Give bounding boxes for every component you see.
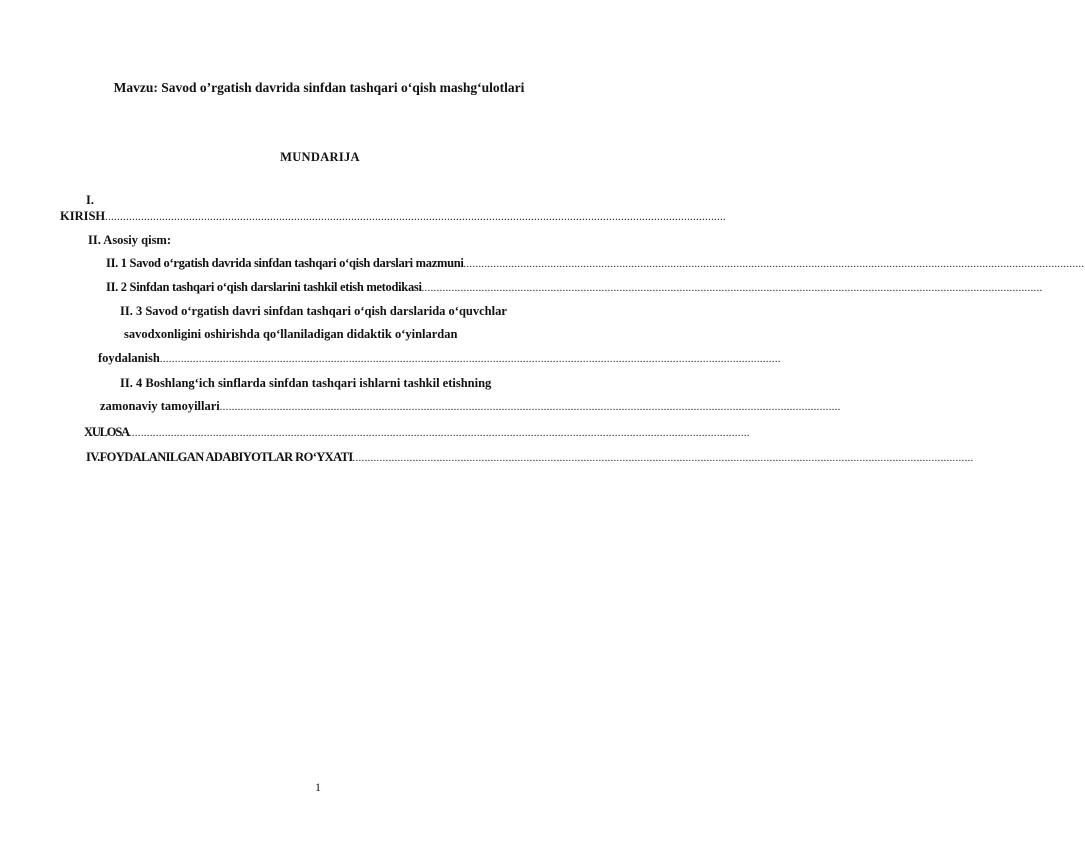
toc-leader: ............................................................................................................................................................................................................... [159,354,781,365]
toc-item-2-4-line1: II. 4 Boshlang‘ich sinflarda sinfdan tashqari ishlarni tashkil etishning [120,376,492,390]
document-title: Mavzu: Savod o’rgatish davrida sinfdan tashqari o‘qish mashg‘ulotlari [113,80,525,95]
toc-item-2-3-line3: foydalanish [98,351,160,365]
toc-entry-intro [60,209,727,224]
toc-entry-conclusion [84,425,750,440]
toc-entry-2-2 [106,280,1043,295]
toc-intro-number: I. [86,193,94,207]
toc-leader: ............................................................................................................................................................................................................... [421,283,1043,294]
contents-heading: MUNDARIJA [280,150,360,164]
toc-item-2-4-line2: zamonaviy tamoyillari [100,399,220,413]
toc-item-2-2-label: II. 2 Sinfdan tashqari o‘qish darslarini tashkil etish metodikasi [106,280,422,294]
toc-leader: ............................................................................................................................................................................................................... [219,402,841,413]
toc-entry-2-3 [98,351,781,366]
toc-leader: ............................................................................................................................................................................................................... [105,212,727,223]
toc-intro-label: KIRISH [60,209,106,223]
toc-leader: ............................................................................................................................................................................................................... [128,428,750,439]
page-number: 1 [315,780,321,794]
toc-entry-2-1 [106,256,1085,271]
toc-item-2-1-label: II. 1 Savod o‘rgatish davrida sinfdan tashqari o‘qish darslari mazmuni [106,256,464,270]
toc-main-part: II. Asosiy qism: [88,233,172,247]
toc-item-2-3-line1: II. 3 Savod o‘rgatish davri sinfdan tashqari o‘qish darslarida o‘quvchlar [120,304,507,318]
toc-item-2-3-line2: savodxonligini oshirishda qo‘llaniladigan didaktik o‘yinlardan [124,327,458,341]
toc-entry-references [86,450,974,465]
toc-leader: ............................................................................................................................................................................................................... [463,259,1085,270]
toc-entry-2-4 [100,399,841,414]
toc-leader: ............................................................................................................................................................................................................... [352,453,974,464]
toc-references-label: IV.FOYDALANILGAN ADABIYOTLAR RO‘YXATI [86,450,353,464]
toc-conclusion-label: XULOSA [84,425,129,439]
